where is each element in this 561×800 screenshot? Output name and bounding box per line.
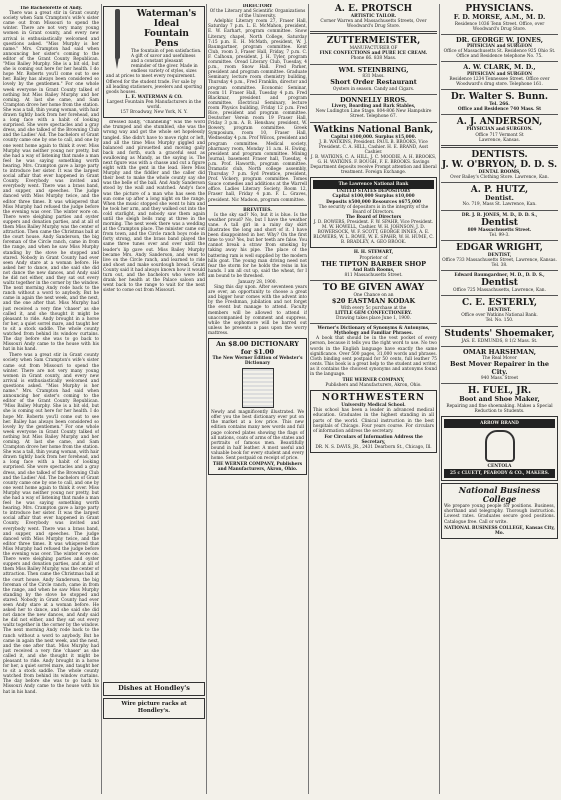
wright-name: EDGAR WRIGHT, [456, 242, 543, 253]
harshman-sub: The Real Mover [482, 356, 517, 362]
watkins-bank-ad [310, 125, 437, 176]
synonyms-maker: THE WERNER COMPANY, [342, 378, 405, 384]
fuel-name: H. FUEL, JR. [467, 386, 532, 397]
brevities-body: Is the sky sad? No, but it is blue. Is the weather proud? No, but I have the weather vane. A tall girl in a rainy day skirt illustrates the long and short of it. I have been disappointed in her. Why? On the first time to you? Yes, but her teeth are false. You cannot break a straw from smoking by taking away his pipe. The place of the battering ram is well supplied by the modern hills goat. The young man driving need not fear the storm for he holds the reins in his hands. I am all cut up, said the wheat, for I am bound to be threshed. [208, 212, 307, 279]
fountain-pen-icon [106, 9, 128, 71]
nbc-footer: NATIONAL BUSINESS COLLEGE, Kansas City, Mo. [444, 525, 555, 536]
northwestern-contact: DR. N. S. DAVIS, JR., 2431 Dearborn St., Chicago, Ill. [315, 445, 432, 451]
card-harshman [441, 349, 558, 382]
nbc-title: National Business College [458, 485, 541, 505]
dishes-ad: Dishes at Hondley's [103, 682, 205, 696]
card-bunn [441, 92, 558, 112]
donnelly-ad [310, 97, 437, 120]
card-esterly [441, 298, 558, 323]
directory-body: Adelphic Literary room 27, Fraser Hall, Saturday 7 p.m. L. E. McMahon, president, E. W. Earhart, program committee. Snow Literary, chapel, North College, Saturday 7:15 p.m. E. H. McMath, president, W. J. Baumgartner, program committee. Kent Club, room 3, Fraser Hall, Friday, 7 p.m. C. F. Calhoun, president, J. H. Tyler, program committee. Oread Literary Club, Tuesday, 4 p.m., room Snow Hall. Fred Parker, president and program committee. Graduate Seminary, lecture room chemistry building, Thursday 4 p.m., Fred Franklin, director and program committee. Economic Seminar, room 11 Fraser Hall, Tuesday 4 p.m. Fred Blackmar, president and program committee. Electrical Seminary, lecture room Physics building, Friday 12 p.m. Fred Rice, president and program committee. Deutscher Verein room 19 Fraser Hall, Friday 3 p.m. A. B. Henshaw, president, W. Bowery, program committee. Greek Symposium, room 10, Fraser Hall, Wednesday 4 p.m. Prof Wilcox, president and program committee. Medical society, pharmacy room, Monday 11 a.m. H. Ewing, president and program committee. Mining Journal, basement Fraser hall, Tuesday, 4 p.m. Prof. Haworth, program committee. Dramatic club, North college assembly, Thursday 7 p.m. Syd Prentice, president, Prof. Vickery, program committee. Tomes Sauce comedies and additions at the Warrell office. Ladies Literary Society, Room 12, Fraser hall, Friday 4 p.m. F. L. Graves, president. Nic Madson, program committee. [208, 19, 307, 203]
pen-ad-maker-sub: Largest Fountain Pen Manufacturers in the world. [106, 99, 202, 111]
column-rule [308, 4, 309, 794]
watkins-bank-name: Watkins National Bank, [313, 124, 434, 135]
bunn-address: Office and Residence 740 Mass. St [457, 107, 542, 113]
clark-name: A. W. CLARK, M. D., [463, 63, 536, 72]
watkins-bank-officers: J. B. WATKINS, President. PAUL B. BROOKS, Vice President. C. A. HILL, Cashier. H. E. BRAND, Asst Cashier. [318, 139, 429, 155]
donnelly-address: New Ludington Line Stage. 804-806 New Hampshire Street. Telephone 67. [315, 109, 432, 120]
giveaway-item: $20 EASTMAN KODAK [331, 297, 416, 306]
dictionary-ad-body: Newly and magnificently illustrated. We offer you the best dictionary ever put on the market at a low price. This new edition contains many new words and full page colored plates showing the flags of all nations, coats of arms of the states and portraits of famous men. Beautifully bound in half leather. A most useful and valuable book for every student and every home. Sent postpaid on receipt of price. [211, 410, 304, 462]
card-morse [441, 14, 558, 32]
shoemaker-name: Students' Shoemaker, [444, 328, 555, 339]
protsch-name: A. E. PROTSCH [334, 4, 413, 14]
card-wright [441, 243, 558, 268]
business-ads-column [310, 4, 437, 800]
watkins-bank-capital: Capital $100,000. Surplus $15,000. [330, 134, 417, 140]
tipton-ad [310, 250, 437, 278]
giveaway-store: LITTLE GEM CONFECTIONERY. [335, 310, 412, 316]
jones-dentist-address: 809 Massachusetts Street. [467, 227, 532, 233]
notice-body: Sing this day upon. After seventeen years are over, an opportunity to choose a great and bigger hour comes with the advent into by the Freshman, jubilation and not forget the event but manage to attend. Faculty members will be allowed to attend if unaccompanied by comment and suppress, while the sophomore will be barred out unless he presents a pass upon the worry mattress. [208, 285, 307, 336]
lawrence-bank-name: The Lawrence National Bank [313, 180, 434, 189]
dictionary-book-icon [242, 368, 274, 408]
story-heading: The Bachelorette of Andy. [19, 6, 83, 11]
fuel-sub: Boot and Shoe Maker, [459, 395, 540, 404]
arrow-price: 25 c [449, 471, 461, 477]
zutter-sub: MANUFACTURER OF [349, 46, 398, 52]
synonyms-ad [310, 326, 437, 388]
directory-title: DIRECTORY [242, 4, 273, 9]
steinbring-ad [310, 67, 437, 92]
lawrence-bank-board-title: The Board of Directors [345, 214, 402, 220]
obryon-sub: DENTAL ROOMS, [478, 169, 521, 175]
nbc-body: We prepare young people for positions. Business, shorthand and telegraphy. Thorough instruction. Lowest rates. Graduates secure good positions. Catalogue free. Call or write. [444, 504, 555, 525]
dictionary-ad-title: An $8.00 DICTIONARY for $1.00 [216, 340, 299, 356]
card-shoemaker [441, 329, 558, 344]
esterly-sub: DENTIST. [487, 308, 512, 314]
card-fuel [441, 386, 558, 414]
arrow-maker-name: CLUETT, PEABODY & CO., MAKERS. [461, 471, 550, 477]
arrow-maker [444, 469, 555, 478]
protsch-address: Corner Warren and Massachusetts Streets, Over Woodward's Drug Store. [320, 19, 427, 30]
obryon-name: J. W. O'BRYON, D. D. S. [441, 159, 558, 170]
steinbring-hours: Oysters in season. Candy and Cigars. [332, 86, 415, 92]
lutz-address: No. 719, Mass St. Lawrence, Kan. [462, 202, 537, 208]
jones-dentist-sub: Dentist [481, 217, 518, 228]
professional-cards-column [441, 4, 558, 800]
lawrence-bank-ad [310, 177, 437, 248]
jones-dentist-name: DR. J. B. JONES, M. D., D. D. S., [461, 212, 538, 218]
card-jones-dentist [441, 213, 558, 238]
jones-dentist-tel: Tel. 99-3. [489, 232, 510, 238]
synonyms-title: Werner's Dictionary of Synonyms & Antonyms, [317, 326, 430, 332]
esterly-name: C. E. ESTERLY, [462, 298, 537, 309]
physicians-title: PHYSICIANS. [465, 4, 534, 14]
collar-icon [485, 430, 515, 462]
jones-sub: PHYSICIAN and SURGEON [466, 44, 533, 50]
card-lutz [441, 185, 558, 208]
synonyms-sub: Mythology and Familiar Phrases. [333, 331, 414, 337]
steinbring-goods: Short Order Restaurant [330, 78, 417, 87]
arrow-sub: CENTOLA [487, 464, 512, 470]
bunn-name: Dr. Walter S. Bunn. [450, 92, 549, 103]
card-jones [441, 37, 558, 60]
story-body-continued: There was a great stir in Grant county society when Sam Crampton's wife's sister came out from Missouri to spend the winter. There are not very many young women in Grant county, and every new arrival is enthusiastically welcomed and questions asked. "Miss Murphy is her name." Mrs. Crampton had said when announcing her sister's coming to the editor of the Grant County Republican. "Miss Bailey Murphy. She is a bit old, but she is coming out here for her health. I do hope Mr. Roberts you'll come out to see her. Bailey has always been considered so lovely by the gentlemen." For one whole week everyone in Grant County talked of nothing but Miss Bailey Murphy and her coming. At last she came, and Sam Crampton drove her home from the station. She was a tall, thin young woman, with hair drawn tightly back from her forehead, and a long face with a habit of looking surprised. She wore spectacles and a gray dress, and she talked of the Browning Club and the Ladies' Aid. The bachelors of Grant county came one by one to call, and one by one went home again to think it over. Miss Murphy was neither young nor pretty, but she had a way of listening that made a man feel he was saying something worth hearing. Mrs. Crampton gave a large party to introduce her sister. It was the largest social affair that ever happened in Grant County. Everybody was invited and everybody went. There was a brass band, and supper, and speeches. The judge danced with Miss Murphy twice, and the editor three times. It was whispered that Miss Murphy had refused the judge before the evening was over. The winter wore on. There were sleighing parties and oyster suppers and donation parties, and at all of them Miss Bailey Murphy was the center of attraction. Then came the Christmas ball at the court house. Andy Sanderson, the big foreman of the Circle ranch, came in from the range, and when he saw Miss Murphy standing by the stove he stopped and stared. Nobody in Grant County had ever seen Andy stare at a woman before. He asked her to dance, and she said she did not dance the new dances, and Andy said he did not either, and they sat out every waltz together in the corner by the window. The next morning Andy rode back to the ranch without a word to anybody. But he came in again the next week, and the next, and the one after that. Miss Murphy had just received a very fine 'chaser' as she called it, and she thought it might be pleasant to ride. Andy brought in a horse for her, a quiet sorrel mare, and taught her to sit a stock saddle. The whole county watched from behind its window curtains. The day before she was to go back to Missouri Andy came to the house with his hat in his hand. [3, 353, 99, 695]
date-line: January 28, 1900. [238, 279, 277, 285]
harshman-address: 940 Mass. Street [480, 376, 519, 382]
wright-address: Office 733 Massachusetts Street, Lawrence, Kansas. [442, 257, 557, 263]
clark-info: Residence 1234 Tennessee Street. Office over Woodward's drug store. Telephone 161. [449, 77, 550, 88]
baum-address: Office 725 Massachusetts, Lawrence, Kan. [453, 288, 546, 294]
shoemaker-address: JAS. E. EDMUNDS, 8 1/2 Mass. St. [461, 338, 538, 344]
story-continued: dressed badly, "channeling" was the word she trumped and she stumbled, she was the wrong way and got the whole set hopelessly tangled. She didn't have to move right or left, and all the time Miss Murphy giggled and balanced and pirouetted and moving gaily back and forth, such a graceful seat as swallowing as Mandy, as the saying is. The next figure was with a chasse and cut a figure eight with the gent in the lead. Here Miss Murphy and the fiddler and the caller did their best to make the whole county say she was the belle of the ball. And Andy Sanderson stood by the wall and watched. Andy's face was the picture of a man who has seen the sun come up after a long night on the range. When the music stopped she went to him and he took her arm, and they walked out into the cold starlight, and nobody saw them again until the sleigh bells rang at three in the morning. The next week there was a wedding at the Crampton place. The minister came out from town, and the Circle ranch boys rode in forty strong, and the brass band played the same three tunes over and over until the leader's lip gave out. Miss Bailey Murphy became Mrs. Andy Sanderson, and went to live on the Circle ranch, and learned to ride and shoot and make sourdough bread. Grant County said it had always known how it would turn out, and the bachelors who were left drank her health at the Palace saloon and went back to the range to wait for the next sister to come out from Missouri. [103, 120, 205, 294]
giveaway-line: With every 5c purchase at the [340, 305, 407, 311]
directory-column [208, 4, 307, 800]
stewart-sub: Proprietor of [359, 255, 388, 261]
protsch-sub: ARTISTIC TAILOR. [350, 14, 397, 19]
directory-subtitle: Of the Literary and Scientific Organizations of the University. [209, 9, 306, 20]
anderson-sub: PHYSICIAN and SURGEON. [466, 127, 533, 133]
northwestern-sub: University Medical School. [341, 403, 406, 409]
fuel-address: Repairing and fine shoemaking. Makes a Special Reduction to Students. [446, 403, 553, 414]
zutter-name: ZUTTERMEISTER, [326, 36, 421, 47]
lawrence-bank-capital: Capital $100,000 Surplus $10,000 [332, 194, 415, 200]
northwestern-body: This school has been a leader in advanced medical education. Graduates in the highest standing in all parts of the world. Clinical instruction in the best hospitals of Chicago. Four years course. For circulars of information address the secretary. [313, 408, 434, 434]
steinbring-name: WM. STEINBRING, [338, 65, 409, 74]
anderson-office: Office 717 Vermont St [475, 132, 524, 138]
pen-ad-body: The fountain of pen satisfaction. A gift of savor and usefulness and a constant pleasant reminder of the giver. Made in endless variety of styles, sizes and at prices to meet every requirement. Offered for the student trade. For sale by all leading stationers, jewelers and sporting goods houses. [106, 49, 202, 95]
watkins-bank-directors: J. B. WATKINS, C. A. HILL, J. C. MOODIE, A. H. BROOKS, G. H. WATKINS. F. BOUGH, F. E. BROOKS. Savings Department deposits receive Prompt attention and liberal treatment. Foreign Exchange. [310, 154, 437, 176]
waterman-pen-ad [103, 6, 205, 118]
brevities-title: BREVITIES. [243, 207, 272, 213]
zutter-phone: Phone 66. 838 Mass. [350, 56, 397, 62]
esterly-tel: Tel. No. 150. [485, 318, 514, 324]
arrow-title: ARROW BRAND [444, 419, 555, 428]
dictionary-ad-sub: The New Werner Edition of Webster's Dictionary [212, 356, 303, 367]
jones-name: DR. GEORGE W. JONES, [455, 35, 544, 44]
lawrence-bank-sub: UNITED STATES DEPOSITORY [336, 189, 411, 195]
pen-ad-title: Waterman's Ideal Fountain Pens [136, 9, 197, 49]
dentists-title: DENTISTS. [471, 149, 528, 160]
dictionary-ad-maker: THE WERNER COMPANY, Publishers and Manufacturers, Akron, Ohio. [212, 462, 303, 473]
column-rule [439, 4, 440, 794]
steinbring-address: 831 Mass. [362, 74, 385, 80]
protsch-ad [310, 4, 437, 29]
morse-info: Residence 1036 Tenn Street. Office, over Woodward's Drug Store. [454, 21, 545, 32]
synonyms-body: A book that should be in the vest pocket of every person, because it tells you the right word to use. No two words in the English language have exactly the same significance. Over 500 pages, 31,000 words and phrases. Cloth binding sent postpaid for 50 cents, full leather 75 cents. This book is a great help to the student and writer, as it contains the choicest synonyms and antonyms found in the language. [310, 336, 437, 377]
card-clark [441, 64, 558, 87]
lutz-sub: Dentist. [485, 193, 514, 202]
card-baumgardner [441, 273, 558, 293]
harshman-line: Best Mover Repairer in the City. [449, 360, 550, 376]
synonyms-address: Publishers and Manufacturers, Akron, Ohio. [325, 383, 422, 389]
story-body: There was a great stir in Grant county society when Sam Crampton's wife's sister came out from Missouri to spend the winter. There are not very many young women in Grant county, and every new arrival is enthusiastically welcomed and questions asked. "Miss Murphy is her name." Mrs. Crampton had said when announcing her sister's coming to the editor of the Grant County Republican. "Miss Bailey Murphy. She is a bit old, but she is coming out here for her health. I do hope Mr. Roberts you'll come out to see her. Bailey has always been considered so lovely by the gentlemen." For one whole week everyone in Grant County talked of nothing but Miss Bailey Murphy and her coming. At last she came, and Sam Crampton drove her home from the station. She was a tall, thin young woman, with hair drawn tightly back from her forehead, and a long face with a habit of looking surprised. She wore spectacles and a gray dress, and she talked of the Browning Club and the Ladies' Aid. The bachelors of Grant county came one by one to call, and one by one went home again to think it over. Miss Murphy was neither young nor pretty, but she had a way of listening that made a man feel he was saying something worth hearing. Mrs. Crampton gave a large party to introduce her sister. It was the largest social affair that ever happened in Grant County. Everybody was invited and everybody went. There was a brass band, and supper, and speeches. The judge danced with Miss Murphy twice, and the editor three times. It was whispered that Miss Murphy had refused the judge before the evening was over. The winter wore on. There were sleighing parties and oyster suppers and donation parties, and at all of them Miss Bailey Murphy was the center of attraction. Then came the Christmas ball at the court house. Andy Sanderson, the big foreman of the Circle ranch, came in from the range, and when he saw Miss Murphy standing by the stove he stopped and stared. Nobody in Grant County had ever seen Andy stare at a woman before. He asked her to dance, and she said she did not dance the new dances, and Andy said he did not either, and they sat out every waltz together in the corner by the window. The next morning Andy rode back to the ranch without a word to anybody. But he came in again the next week, and the next, and the one after that. Miss Murphy had just received a very fine 'chaser' as she called it, and she thought it might be pleasant to ride. Andy brought in a horse for her, a quiet sorrel mare, and taught her to sit a stock saddle. The whole county watched from behind its window curtains. The day before she was to go back to Missouri Andy came to the house with his hat in his hand. [3, 11, 99, 353]
harshman-name: OMAR HARSHMAN, [462, 347, 536, 356]
clark-sub: PHYSICIAN and SURGEON [466, 71, 533, 77]
column-rule [206, 4, 207, 794]
column-rule [101, 4, 102, 794]
dictionary-ad [208, 338, 307, 475]
anderson-name: A. J. ANDERSON, [456, 117, 543, 128]
tipton-address: 811 Massachusetts Street. [344, 273, 403, 279]
donnelly-goods: Livery, Boarding and Bark Stables, [331, 104, 416, 110]
card-anderson [441, 117, 558, 142]
lawrence-bank-board: J. D. BOWERS, President. F. W. SPAHR, Vice President. M. W. HOWELL, Cashier. W. H. JOHNSON, J. D. BOWERSOCK, W. F. SCOTT, GEORGE INNES, A. E. BLOWERS, W. L. ROWE, W. E. SPAHR, W. H. HUME, C. B. BRADLEY, A. GEO BROOK. [313, 219, 434, 246]
giveaway-date: Drawing takes place June 1, 1900. [336, 316, 411, 322]
story-column [3, 6, 99, 798]
obryon-address: Over Bailey's Clothing Store. Lawrence, Kan. [450, 174, 549, 180]
zuttermeister-ad [310, 36, 437, 61]
northwestern-info: For Circulars of Information Address the Secretary, [324, 434, 423, 445]
lawrence-bank-deposits: Deposits $500,000 Resources $675,000 [326, 199, 421, 205]
kodak-giveaway-ad [310, 283, 437, 321]
northwestern-ad [310, 390, 437, 453]
lutz-name: A. P. HUTZ, [470, 184, 529, 195]
wright-sub: DENTIST, [487, 252, 512, 258]
pen-ad-address: 157 Broadway, New York, N. Y. [120, 110, 188, 116]
anderson-city: Lawrence, Kansas. [478, 137, 520, 143]
northwestern-name: NORTHWESTERN [321, 393, 426, 404]
giveaway-sub: One Chance on an [353, 293, 394, 299]
ads-story-column [103, 4, 205, 800]
tipton-name: THE TIPTON BARBER SHOP [320, 259, 427, 268]
stewart-name: H. H. STEWART, [353, 250, 394, 256]
morse-name: F. D. MORSE, A.M., M. D. [453, 13, 546, 21]
donnelly-name: DONNELLY BROS. [339, 95, 408, 104]
pen-ad-maker: L. E. WATERMAN & CO. [125, 94, 183, 100]
arrow-collar-ad [441, 416, 558, 481]
lawrence-bank-note: The security of depositors is in the integrity of the Board of Directors. [318, 204, 429, 215]
esterly-address: Office over Watkins National Bank. [461, 313, 538, 319]
zutter-goods: FINE CONFECTIONS and PURE ICE CREAM. [319, 51, 428, 57]
wire-racks-ad: Wire picture racks at Hondley's. [103, 698, 205, 719]
business-college-ad [441, 483, 558, 539]
jones-info: Office of Massachusetts St. Residence 925 Ohio St. Office and Residence telephone No. 75. [443, 49, 556, 60]
baum-sub: Dentist [481, 278, 518, 289]
wright-tel: Tel. 38. [491, 262, 508, 268]
tipton-sub: And Bath Rooms, [352, 268, 395, 274]
giveaway-title: TO BE GIVEN AWAY [322, 283, 425, 294]
card-obryon [441, 160, 558, 180]
bunn-phone: Tel. 266. [489, 102, 510, 108]
baum-name: Edward Baumgardner, M. D., D. D. S., [454, 273, 545, 279]
